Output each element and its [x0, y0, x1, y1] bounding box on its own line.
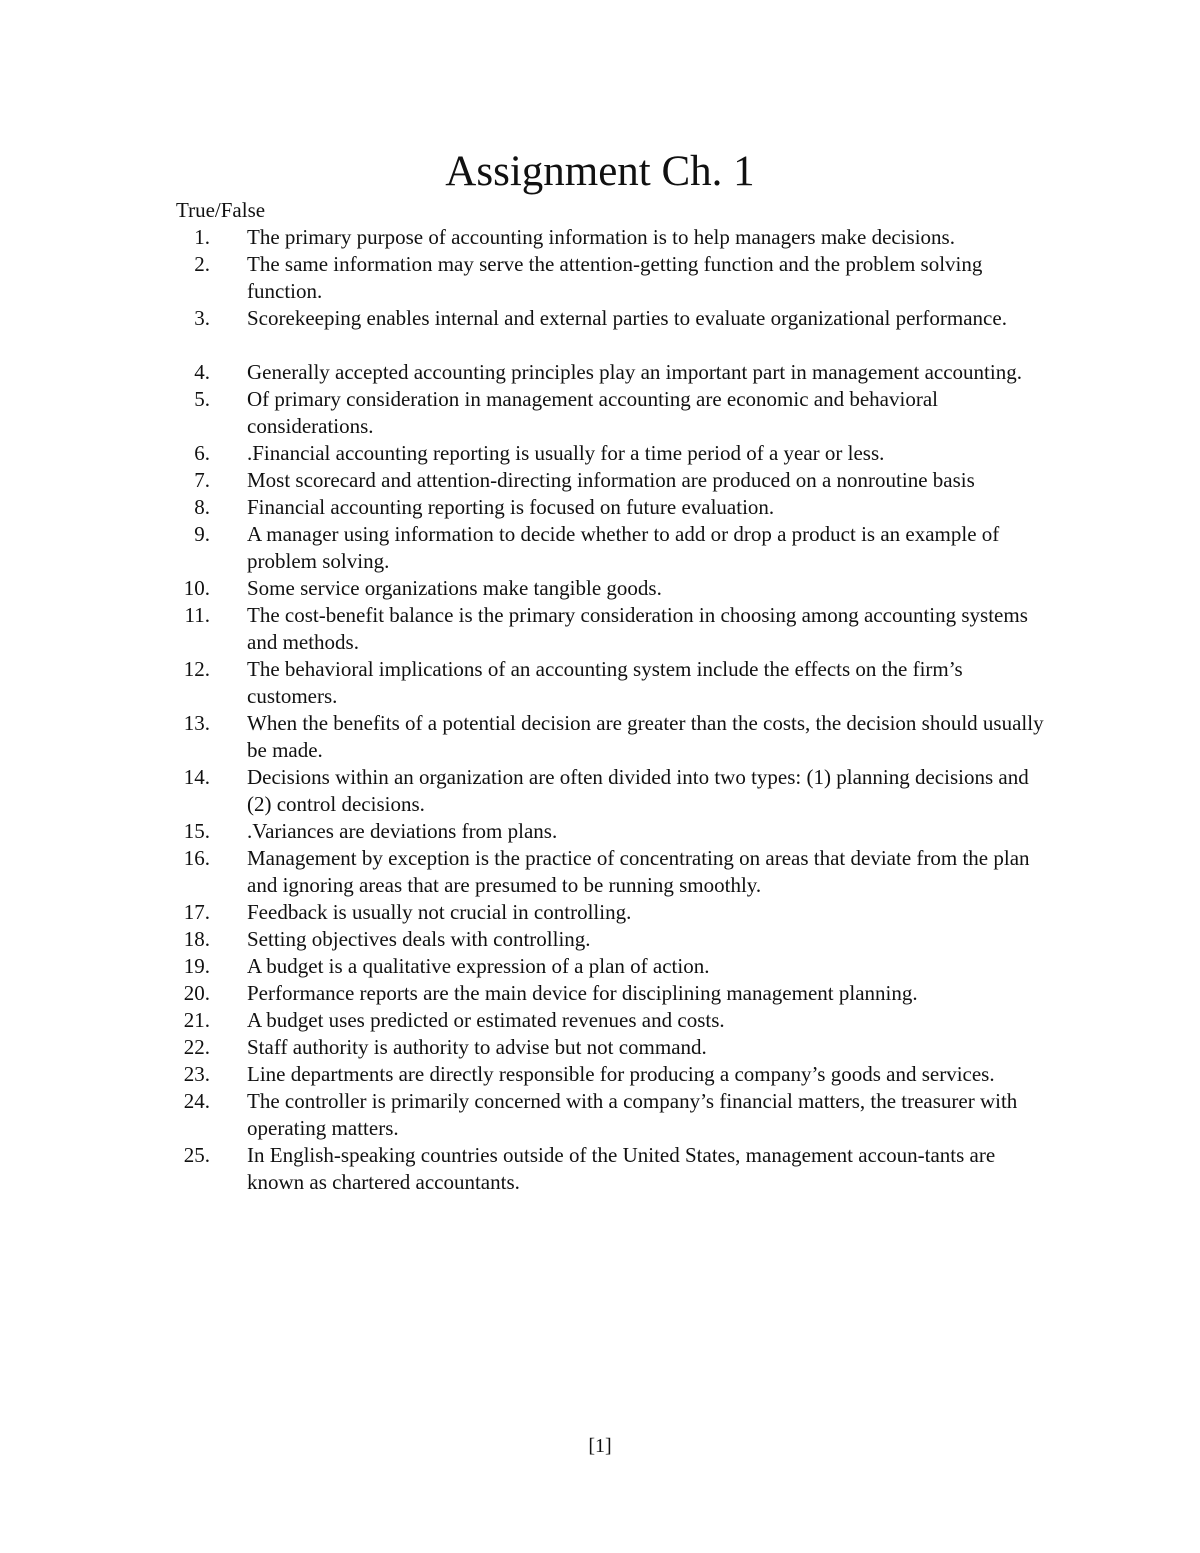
- item-text: Financial accounting reporting is focused on future evaluation.: [247, 495, 775, 519]
- list-item: [170, 521, 1050, 575]
- list-item: [170, 494, 1050, 521]
- list-item: [170, 926, 1050, 953]
- item-number: 16.: [183, 846, 210, 870]
- question-list: [170, 224, 1050, 1196]
- item-text: Performance reports are the main device for disciplining management planning.: [247, 981, 918, 1005]
- item-text: Scorekeeping enables internal and external parties to evaluate organizational performance.: [247, 306, 1007, 330]
- list-item: [170, 1088, 1050, 1142]
- item-text: Of primary consideration in management accounting are economic and behavioral considerations.: [247, 387, 938, 438]
- list-item: [170, 575, 1050, 602]
- item-text: In English-speaking countries outside of the United States, management accoun-tants are known as chartered accountants.: [247, 1143, 996, 1194]
- list-item: [170, 656, 1050, 710]
- item-text: Management by exception is the practice of concentrating on areas that deviate from the plan and ignoring areas that are presumed to be running smoothly.: [247, 846, 1030, 897]
- item-text: Staff authority is authority to advise but not command.: [247, 1035, 707, 1059]
- list-item: [170, 818, 1050, 845]
- item-number: 17.: [183, 900, 210, 924]
- item-number: 19.: [183, 954, 210, 978]
- item-number: 25.: [183, 1143, 210, 1167]
- item-number: 15.: [183, 819, 210, 843]
- item-number: 1.: [194, 225, 210, 249]
- item-text: The cost-benefit balance is the primary consideration in choosing among accounting systems and methods.: [247, 603, 1028, 654]
- list-item: [170, 953, 1050, 980]
- item-number: 20.: [183, 981, 210, 1005]
- list-item: [170, 764, 1050, 818]
- list-item: [170, 359, 1050, 386]
- item-text: When the benefits of a potential decision are greater than the costs, the decision should usually be made.: [247, 711, 1044, 762]
- item-text: Feedback is usually not crucial in controlling.: [247, 900, 632, 924]
- item-number: 23.: [183, 1062, 210, 1086]
- item-text: The same information may serve the attention-getting function and the problem solving function.: [247, 252, 983, 303]
- item-number: 2.: [194, 252, 210, 276]
- list-item: [170, 467, 1050, 494]
- item-text: Generally accepted accounting principles play an important part in management accounting.: [247, 360, 1022, 384]
- list-item: [170, 1142, 1050, 1196]
- item-text: .Variances are deviations from plans.: [247, 819, 558, 843]
- item-number: 4.: [194, 360, 210, 384]
- item-text: A budget is a qualitative expression of a plan of action.: [247, 954, 710, 978]
- page-title: Assignment Ch. 1: [445, 148, 755, 195]
- list-item: [170, 845, 1050, 899]
- item-number: 10.: [183, 576, 210, 600]
- item-text: A budget uses predicted or estimated revenues and costs.: [247, 1008, 725, 1032]
- list-item: [170, 386, 1050, 440]
- item-number: 8.: [194, 495, 210, 519]
- list-item: [170, 899, 1050, 926]
- list-item: [170, 440, 1050, 467]
- item-number: 13.: [183, 711, 210, 735]
- item-number: 12.: [183, 657, 210, 681]
- item-number: 5.: [194, 387, 210, 411]
- list-item: [170, 224, 1050, 251]
- item-text: Decisions within an organization are often divided into two types: (1) planning decisions and (2) control decisions.: [247, 765, 1029, 816]
- item-number: 21.: [183, 1008, 210, 1032]
- section-label: True/False: [176, 198, 266, 222]
- item-number: 3.: [194, 306, 210, 330]
- item-number: 18.: [183, 927, 210, 951]
- item-number: 11.: [184, 603, 210, 627]
- item-text: Setting objectives deals with controlling.: [247, 927, 591, 951]
- list-item: [170, 980, 1050, 1007]
- page-number: [1]: [588, 1435, 612, 1457]
- item-number: 14.: [183, 765, 210, 789]
- item-number: 24.: [183, 1089, 210, 1113]
- item-text: The behavioral implications of an accounting system include the effects on the firm’s customers.: [247, 657, 963, 708]
- list-item: [170, 305, 1050, 332]
- item-text: .Financial accounting reporting is usually for a time period of a year or less.: [247, 441, 885, 465]
- item-text: A manager using information to decide whether to add or drop a product is an example of problem solving.: [247, 522, 1000, 573]
- item-text: Some service organizations make tangible goods.: [247, 576, 662, 600]
- item-number: 7.: [194, 468, 210, 492]
- item-text: Most scorecard and attention-directing information are produced on a nonroutine basis: [247, 468, 975, 492]
- item-number: 9.: [194, 522, 210, 546]
- item-text: The controller is primarily concerned with a company’s financial matters, the treasurer with operating matters.: [247, 1089, 1018, 1140]
- list-item: [170, 1034, 1050, 1061]
- item-number: 6.: [194, 441, 210, 465]
- list-item: [170, 1007, 1050, 1034]
- list-item: [170, 1061, 1050, 1088]
- item-text: Line departments are directly responsible for producing a company’s goods and services.: [247, 1062, 995, 1086]
- list-item: [170, 251, 1050, 305]
- list-item: [170, 602, 1050, 656]
- item-text: The primary purpose of accounting information is to help managers make decisions.: [247, 225, 955, 249]
- list-item: [170, 710, 1050, 764]
- item-number: 22.: [183, 1035, 210, 1059]
